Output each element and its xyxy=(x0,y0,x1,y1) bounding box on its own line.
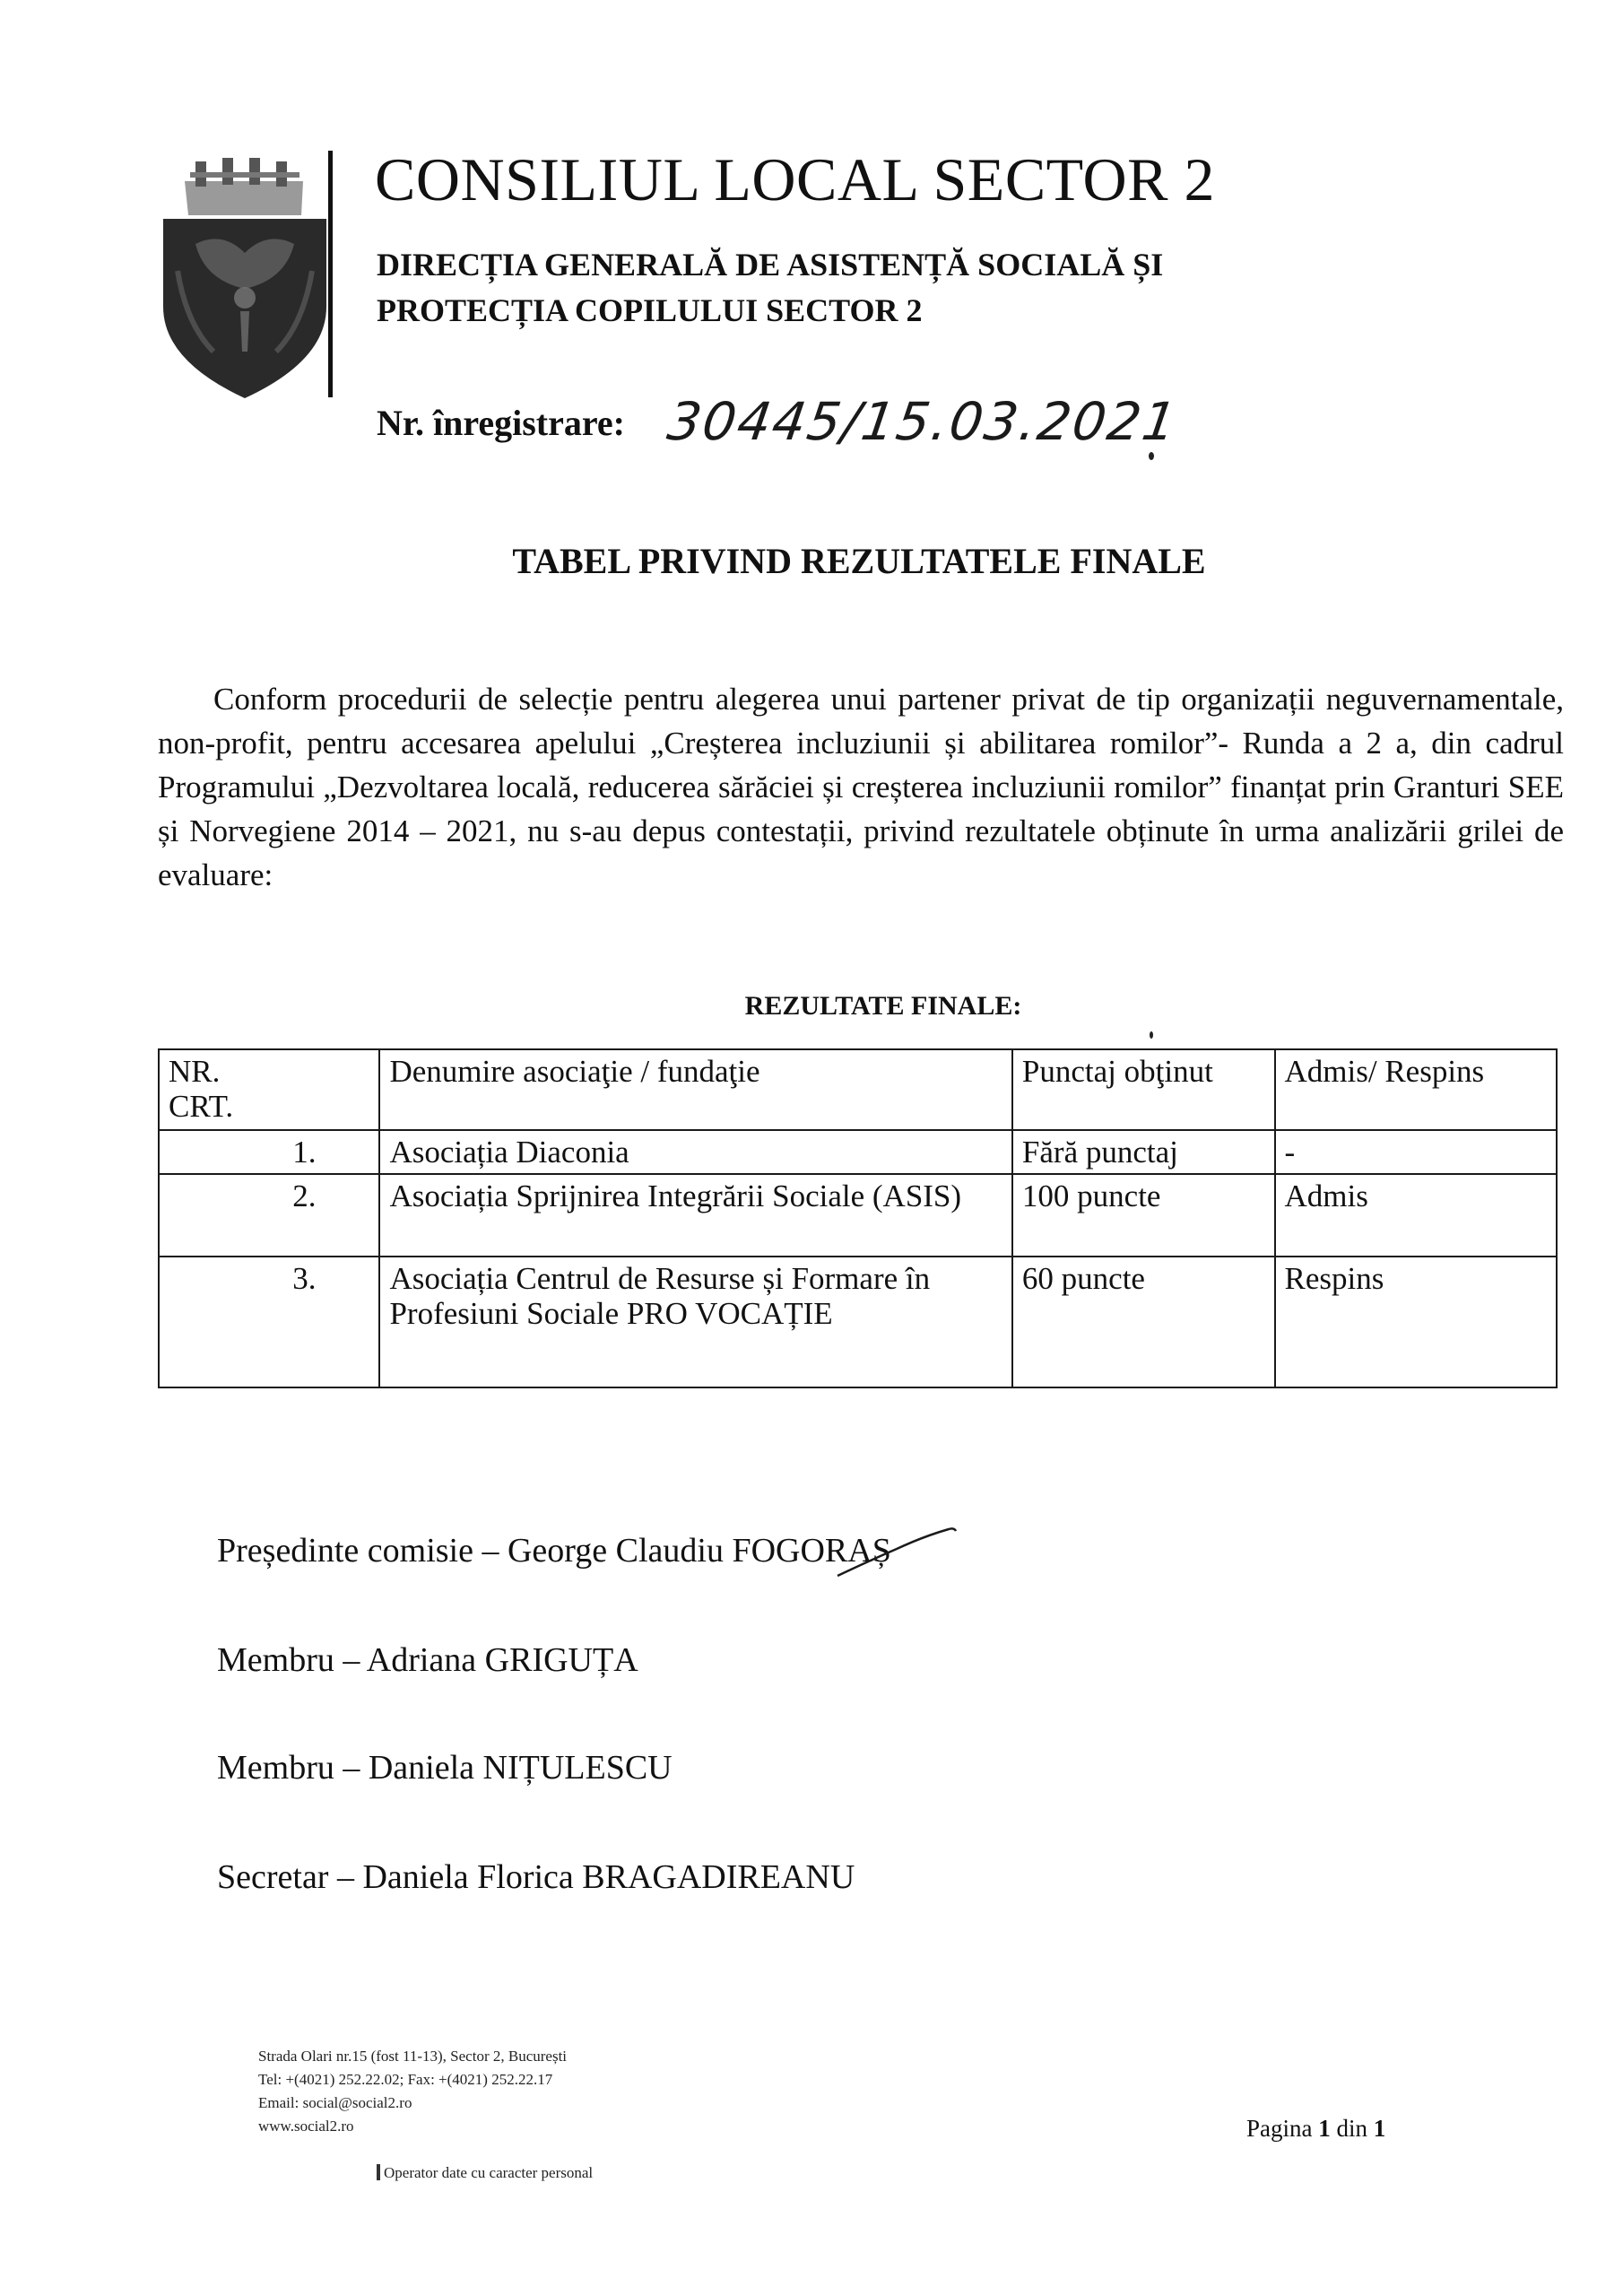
table-row xyxy=(159,1174,1557,1257)
footer-website[interactable]: www.social2.ro xyxy=(258,2118,354,2135)
footer-address: Strada Olari nr.15 (fost 11-13), Sector 2, București xyxy=(258,2048,568,2065)
scan-speck xyxy=(1149,452,1154,460)
table-row xyxy=(159,1130,1557,1174)
row-nr: 1. xyxy=(159,1130,379,1174)
registration-number-handwritten: 30445/15.03.2021 xyxy=(664,391,1182,452)
footer-contact xyxy=(258,2045,567,2138)
row-name: Asociația Diaconia xyxy=(379,1130,1011,1174)
header-divider xyxy=(328,151,333,397)
footer-email[interactable]: Email: social@social2.ro xyxy=(258,2094,412,2111)
footer-phone: Tel: +(4021) 252.22.02; Fax: +(4021) 252.22.17 xyxy=(258,2071,553,2088)
intro-paragraph: Conform procedurii de selecție pentru alegerea unui partener privat de tip organizații neguvernamentale, non-profit, pentru accesarea apelului „Creșterea incluziunii și abilitarea romilor”- Runda a 2 a, din cadrul Programului „Dezvoltarea locală, reducerea sărăciei și creșterea incluziunii romilor” finanțat prin Granturi SEE și Norvegiene 2014 – 2021, nu s-au depus contestații, privind rezultatele obținute în urma analizării grilei de evaluare: xyxy=(158,682,1564,892)
row-status: - xyxy=(1275,1130,1558,1174)
registration-label: Nr. înregistrare: xyxy=(377,403,625,443)
document-title: TABEL PRIVIND REZULTATELE FINALE xyxy=(512,541,1206,581)
footer-operator xyxy=(377,2163,593,2183)
results-table xyxy=(158,1048,1558,1388)
row-score: 60 puncte xyxy=(1012,1257,1275,1387)
org-subtitle-line1: DIRECȚIA GENERALĂ DE ASISTENȚĂ SOCIALĂ ȘI xyxy=(377,247,1164,283)
committee-secretary: Secretar – Daniela Florica BRAGADIREANU xyxy=(217,1858,855,1896)
coat-of-arms-icon xyxy=(160,145,328,398)
row-name: Asociația Centrul de Resurse și Formare în Profesiuni Sociale PRO VOCAȚIE xyxy=(379,1257,1011,1387)
results-title: REZULTATE FINALE: xyxy=(744,991,1022,1021)
committee-member-1: Membru – Adriana GRIGUȚA xyxy=(217,1641,638,1679)
header-name: Denumire asociaţie / fundaţie xyxy=(379,1049,1011,1130)
page-number: Pagina 1 din 1 xyxy=(1246,2115,1386,2142)
scan-speck xyxy=(1150,1031,1153,1039)
operator-note: Operator date cu caracter personal xyxy=(384,2164,594,2181)
row-name: Asociația Sprijnirea Integrării Sociale (ASIS) xyxy=(379,1174,1011,1257)
header-nr-crt: NR. CRT. xyxy=(159,1049,379,1130)
table-row xyxy=(159,1257,1557,1387)
row-nr: 2. xyxy=(159,1174,379,1257)
row-nr: 3. xyxy=(159,1257,379,1387)
org-title: CONSILIUL LOCAL SECTOR 2 xyxy=(375,145,1215,213)
row-status: Admis xyxy=(1275,1174,1558,1257)
row-score: 100 puncte xyxy=(1012,1174,1275,1257)
signature-scribble xyxy=(834,1520,959,1583)
row-status: Respins xyxy=(1275,1257,1558,1387)
org-subtitle xyxy=(377,242,1163,334)
committee-president: Președinte comisie – George Claudiu FOGORAȘ xyxy=(217,1532,891,1570)
header-score: Punctaj obţinut xyxy=(1012,1049,1275,1130)
org-subtitle-line2: PROTECȚIA COPILULUI SECTOR 2 xyxy=(377,292,923,328)
row-score: Fără punctaj xyxy=(1012,1130,1275,1174)
committee-member-2: Membru – Daniela NIȚULESCU xyxy=(217,1749,673,1787)
operator-mark-icon xyxy=(377,2164,380,2180)
header-status: Admis/ Respins xyxy=(1275,1049,1558,1130)
table-header-row xyxy=(159,1049,1557,1130)
